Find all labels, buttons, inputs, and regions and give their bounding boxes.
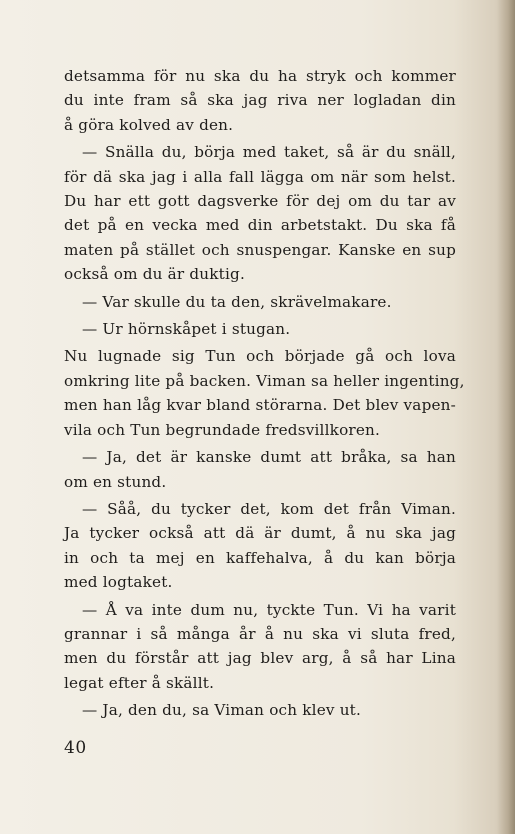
- text-line: men du förstår att jag blev arg, å så har Lina: [64, 649, 456, 668]
- text-line: men han låg kvar bland störarna. Det blev vapen-: [64, 396, 456, 415]
- text-line: vila och Tun begrundade fredsvillkoren.: [64, 420, 381, 439]
- text-line: omkring lite på backen. Viman sa heller ingenting,: [64, 371, 465, 390]
- page-gutter-shadow: [497, 0, 515, 834]
- text-line: du inte fram så ska jag riva ner logladan din: [64, 91, 456, 110]
- text-line: — Ja, den du, sa Viman och klev ut.: [82, 701, 362, 720]
- text-line: för dä ska jag i alla fall lägga om när som helst.: [64, 167, 456, 186]
- page-number: 40: [64, 738, 87, 758]
- body-text: [64, 64, 465, 726]
- text-line: också om du är duktig.: [64, 265, 245, 284]
- paragraph: [64, 64, 456, 137]
- text-line: — Snälla du, börja med taket, så är du snäll,: [82, 143, 456, 162]
- text-line: maten på stället och snuspengar. Kanske en sup: [64, 240, 456, 259]
- text-line: grannar i så många år å nu ska vi sluta fred,: [64, 624, 456, 643]
- paragraph: [64, 140, 456, 286]
- text-line: — Var skulle du ta den, skrävelmakare.: [82, 292, 392, 311]
- text-line: Ja tycker också att dä är dumt, å nu ska jag: [64, 524, 456, 543]
- text-line: om en stund.: [64, 472, 167, 491]
- text-line: det på en vecka med din arbetstakt. Du ska få: [64, 216, 456, 235]
- text-line: in och ta mej en kaffehalva, å du kan börja: [64, 548, 456, 567]
- text-line: — Å va inte dum nu, tyckte Tun. Vi ha varit: [82, 600, 456, 619]
- text-line: Du har ett gott dagsverke för dej om du tar av: [64, 192, 456, 211]
- text-line: — Ja, det är kanske dumt att bråka, sa han: [82, 448, 456, 467]
- paragraph: [64, 317, 456, 341]
- paragraph: [64, 598, 456, 696]
- text-line: med logtaket.: [64, 573, 173, 592]
- paragraph: [64, 445, 456, 494]
- text-line: — Såå, du tycker det, kom det från Viman.: [82, 499, 456, 518]
- paragraph: [64, 497, 456, 595]
- text-line: å göra kolved av den.: [64, 115, 234, 134]
- paragraph: [64, 290, 456, 314]
- text-line: detsamma för nu ska du ha stryk och kommer: [64, 67, 456, 85]
- paragraph: [64, 698, 456, 722]
- text-line: — Ur hörnskåpet i stugan.: [82, 320, 291, 339]
- paragraph: [64, 344, 465, 442]
- text-line: Nu lugnade sig Tun och började gå och lova: [64, 347, 456, 366]
- text-line: legat efter å skällt.: [64, 673, 215, 692]
